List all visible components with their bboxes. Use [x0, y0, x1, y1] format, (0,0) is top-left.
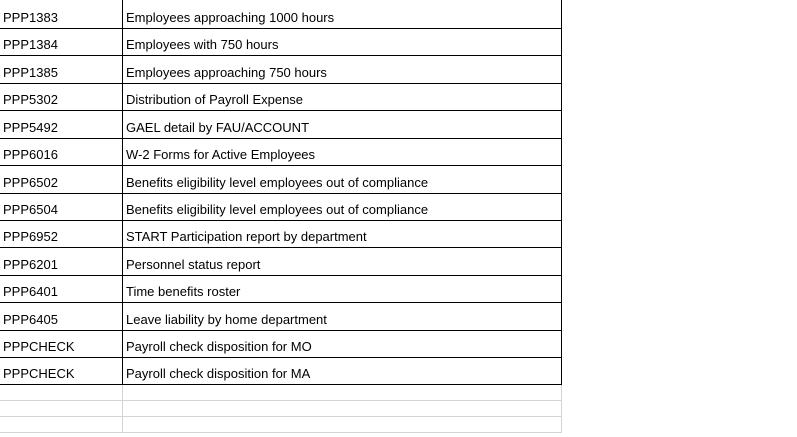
report-description-cell[interactable]: Employees approaching 1000 hours: [123, 0, 562, 28]
table-row: [0, 111, 562, 138]
empty-cell[interactable]: [0, 417, 123, 432]
report-description-cell[interactable]: Benefits eligibility level employees out of compliance: [123, 194, 562, 220]
empty-grid-row: [0, 417, 562, 433]
report-code-cell[interactable]: PPP6952: [0, 221, 123, 247]
empty-cell[interactable]: [0, 385, 123, 400]
report-code-cell[interactable]: PPPCHECK: [0, 331, 123, 357]
table-row: [0, 276, 562, 303]
table-row: [0, 248, 562, 275]
report-code-cell[interactable]: PPP1384: [0, 29, 123, 55]
report-code-cell[interactable]: PPP1383: [0, 0, 123, 28]
report-description-cell[interactable]: Benefits eligibility level employees out of compliance: [123, 166, 562, 192]
report-code-cell[interactable]: PPP6405: [0, 303, 123, 329]
table-row: [0, 84, 562, 111]
report-code-cell[interactable]: PPP6016: [0, 139, 123, 165]
empty-grid-row: [0, 401, 562, 417]
empty-grid-row: [0, 385, 562, 401]
report-description-cell[interactable]: Employees with 750 hours: [123, 29, 562, 55]
report-description-cell[interactable]: W-2 Forms for Active Employees: [123, 139, 562, 165]
report-description-cell[interactable]: Distribution of Payroll Expense: [123, 84, 562, 110]
table-row: [0, 221, 562, 248]
report-description-cell[interactable]: Employees approaching 750 hours: [123, 56, 562, 82]
table-row: [0, 29, 562, 56]
report-description-cell[interactable]: Payroll check disposition for MO: [123, 331, 562, 357]
table-row: [0, 0, 562, 29]
report-description-cell[interactable]: Time benefits roster: [123, 276, 562, 302]
table-row: [0, 331, 562, 358]
report-code-cell[interactable]: PPP6504: [0, 194, 123, 220]
report-code-cell[interactable]: PPPCHECK: [0, 358, 123, 384]
report-code-cell[interactable]: PPP6502: [0, 166, 123, 192]
table-row: [0, 139, 562, 166]
empty-cell[interactable]: [0, 401, 123, 416]
report-code-cell[interactable]: PPP6401: [0, 276, 123, 302]
report-code-cell[interactable]: PPP1385: [0, 56, 123, 82]
report-description-cell[interactable]: Personnel status report: [123, 248, 562, 274]
report-description-cell[interactable]: Leave liability by home department: [123, 303, 562, 329]
table-row: [0, 166, 562, 193]
table-row: [0, 194, 562, 221]
empty-cell[interactable]: [123, 385, 562, 400]
report-code-cell[interactable]: PPP5302: [0, 84, 123, 110]
report-code-cell[interactable]: PPP6201: [0, 248, 123, 274]
table-row: [0, 358, 562, 385]
report-description-cell[interactable]: Payroll check disposition for MA: [123, 358, 562, 384]
report-description-cell[interactable]: GAEL detail by FAU/ACCOUNT: [123, 111, 562, 137]
table-row: [0, 303, 562, 330]
report-code-cell[interactable]: PPP5492: [0, 111, 123, 137]
report-description-cell[interactable]: START Participation report by department: [123, 221, 562, 247]
empty-cell[interactable]: [123, 417, 562, 432]
table-row: [0, 56, 562, 83]
empty-cell[interactable]: [123, 401, 562, 416]
